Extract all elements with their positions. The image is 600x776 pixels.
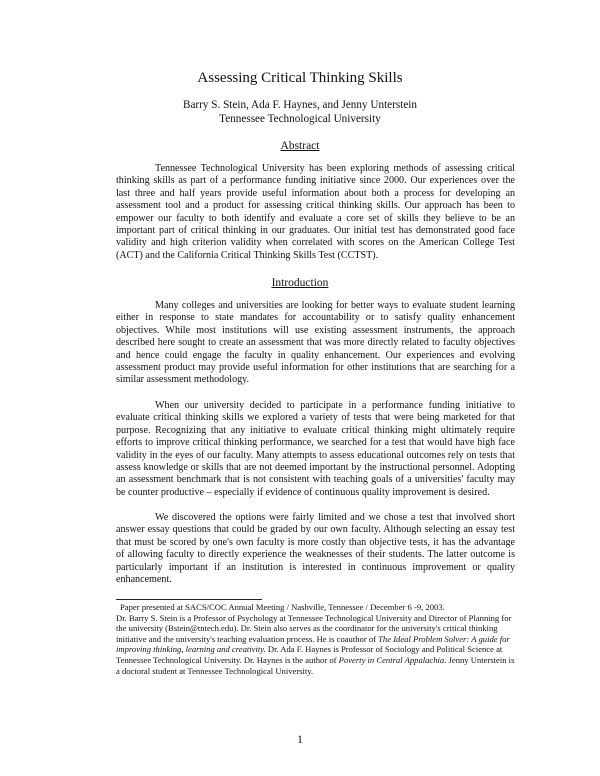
intro-paragraph-2: When our university decided to participate in a performance funding initiative to evaluate critical thinking skills we explored a variety of tests that were being marketed for that purpose. Recognizing that any initiative to evaluate critical thinking might ultimately require efforts to improve critical thinking performance, we searched for a test that would have high face validity in the eyes of our faculty. Many attempts to assess educational outcomes rely on tests that assess knowledge or skills that are not deemed important by the instructional personnel. Adopting an assessment benchmark that is not consistent with teaching goals of a universities' faculty may be counter productive – especially if evidence of continuous quality improvement is desired. <box>116 400 515 498</box>
footnote-bio-haynes: Dr. Ada F. Haynes is Professor of Sociology and Political Science at Tennessee Technological University. Dr. Haynes is the author of <box>116 644 503 665</box>
intro-paragraph-1: Many colleges and universities are looking for better ways to evaluate student learning either in response to state mandates for accountability or to satisfy quality enhancement objectives. While most institutions will use existing assessment instruments, the approach described here sought to create an assessment that was more directly related to faculty objectives and hence could engage the faculty in quality enhancement. Our experiences and evolving assessment product may provide useful information for other institutions that are searching for a similar assessment methodology. <box>116 300 515 386</box>
footnote-author-bios <box>116 613 515 677</box>
introduction-heading: Introduction <box>271 277 329 289</box>
footnote-bio-unterstein: . Jenny Unterstein is a doctoral student at Tennessee Technological University. <box>116 654 515 676</box>
abstract-paragraph: Tennessee Technological University has been exploring methods of assessing critical thinking skills as part of a performance funding initiative since 2000. Our experiences over the last three and half years provide useful information about both a process for developing an assessment tool and a product for assessing critical thinking skills. Our approach has been to empower our faculty to both identify and evaluate a core set of skills they believe to be an important part of critical thinking in our graduates. Our initial test has demonstrated good face validity and high criterion validity when correlated with scores on the American College Test (ACT) and the California Critical Thinking Skills Test (CCTST). <box>116 163 515 261</box>
footnote <box>116 602 515 676</box>
footnote-divider <box>116 599 262 600</box>
footnote-bio-stein: Dr. Barry S. Stein is a Professor of Psychology at Tennessee Technological University and Director of Planning for the university (Bstein@tntech.edu). Dr. Stein also serves as the coordinator for the university's critical thinking initiative and the university's teaching evaluation process. He is coauthor of <box>116 612 512 644</box>
footnote-book-title-2: Poverty in Central Appalachia <box>338 654 445 665</box>
footnote-book-title-1: The Ideal Problem Solver: A guide for improving thinking, learning and creativity. <box>116 633 510 655</box>
author-names: Barry S. Stein, Ada F. Haynes, and Jenny Unterstein <box>182 99 417 111</box>
author-affiliation: Tennessee Technological University <box>219 113 381 125</box>
paper-title: Assessing Critical Thinking Skills <box>197 70 403 86</box>
abstract-heading: Abstract <box>280 140 320 152</box>
footnote-presentation-line: Paper presented at SACS/COC Annual Meeting / Nashville, Tennessee / December 6 -9, 2003. <box>120 602 445 612</box>
author-block <box>0 98 600 126</box>
page-number: 1 <box>297 732 303 746</box>
intro-paragraph-3: We discovered the options were fairly limited and we chose a test that involved short answer essay questions that could be graded by our own faculty. Although selecting an essay test that must be scored by one's own faculty is more costly than objective tests, it has the advantage of allowing faculty to directly experience the weaknesses of their students. The latter outcome is particularly important if an institution is interested in continuous improvement or quality enhancement. <box>116 512 515 586</box>
